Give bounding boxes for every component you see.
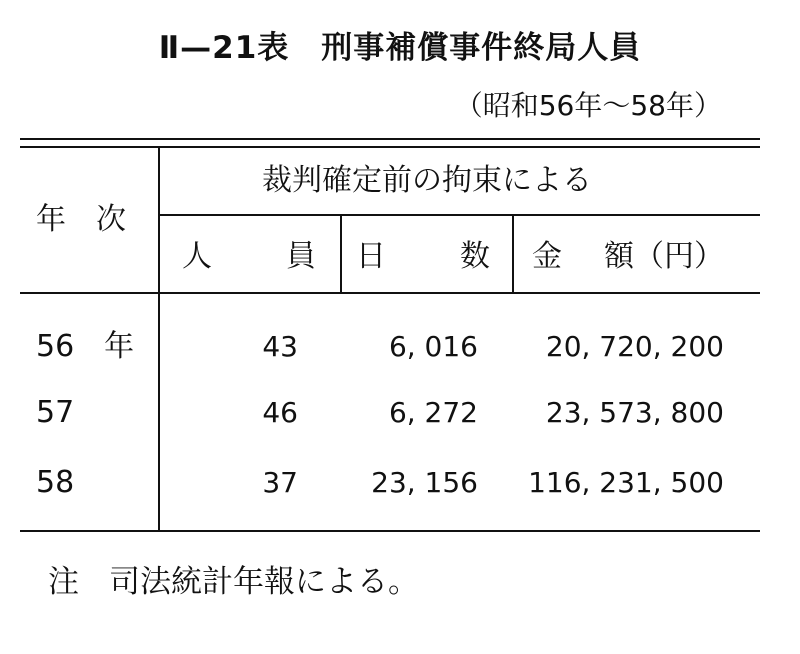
row-persons: 43 xyxy=(262,330,298,363)
row-persons: 46 xyxy=(262,396,298,429)
footnote-text: 司法統計年報による。 xyxy=(109,564,419,600)
top-rule-inner xyxy=(20,146,760,148)
row-days: 23, 156 xyxy=(371,466,478,499)
year-column-header: 年 次 xyxy=(36,202,126,237)
footnote-label: 注 xyxy=(48,564,79,600)
persons-header-left: 人 xyxy=(182,239,212,274)
table-title: Ⅱ—21表 刑事補償事件終局人員 xyxy=(158,30,642,66)
days-header-left: 日 xyxy=(356,239,386,274)
top-rule-outer xyxy=(20,138,760,140)
row-amount: 116, 231, 500 xyxy=(528,466,724,499)
footnote xyxy=(48,556,419,601)
row-amount: 23, 573, 800 xyxy=(545,396,724,429)
amount-header-right: 額（円） xyxy=(604,239,724,274)
row-year: 57 xyxy=(36,395,75,430)
row-amount: 20, 720, 200 xyxy=(545,330,724,363)
bottom-rule xyxy=(20,530,760,532)
group-header-rule xyxy=(160,214,760,216)
table-subtitle: （昭和56年～58年） xyxy=(454,89,722,122)
row-year: 58 xyxy=(36,465,75,500)
persons-header-right: 員 xyxy=(286,239,316,274)
row-year: 56 年 xyxy=(36,329,135,364)
header-bottom-rule xyxy=(20,292,760,294)
group-header: 裁判確定前の拘束による xyxy=(262,163,592,198)
days-header-right: 数 xyxy=(460,239,490,274)
year-column-divider xyxy=(158,148,160,530)
row-persons: 37 xyxy=(262,466,298,499)
amount-header-left: 金 xyxy=(532,239,562,274)
row-days: 6, 272 xyxy=(388,396,478,429)
days-column-divider xyxy=(340,216,342,294)
row-days: 6, 016 xyxy=(388,330,478,363)
amount-column-divider xyxy=(512,216,514,294)
